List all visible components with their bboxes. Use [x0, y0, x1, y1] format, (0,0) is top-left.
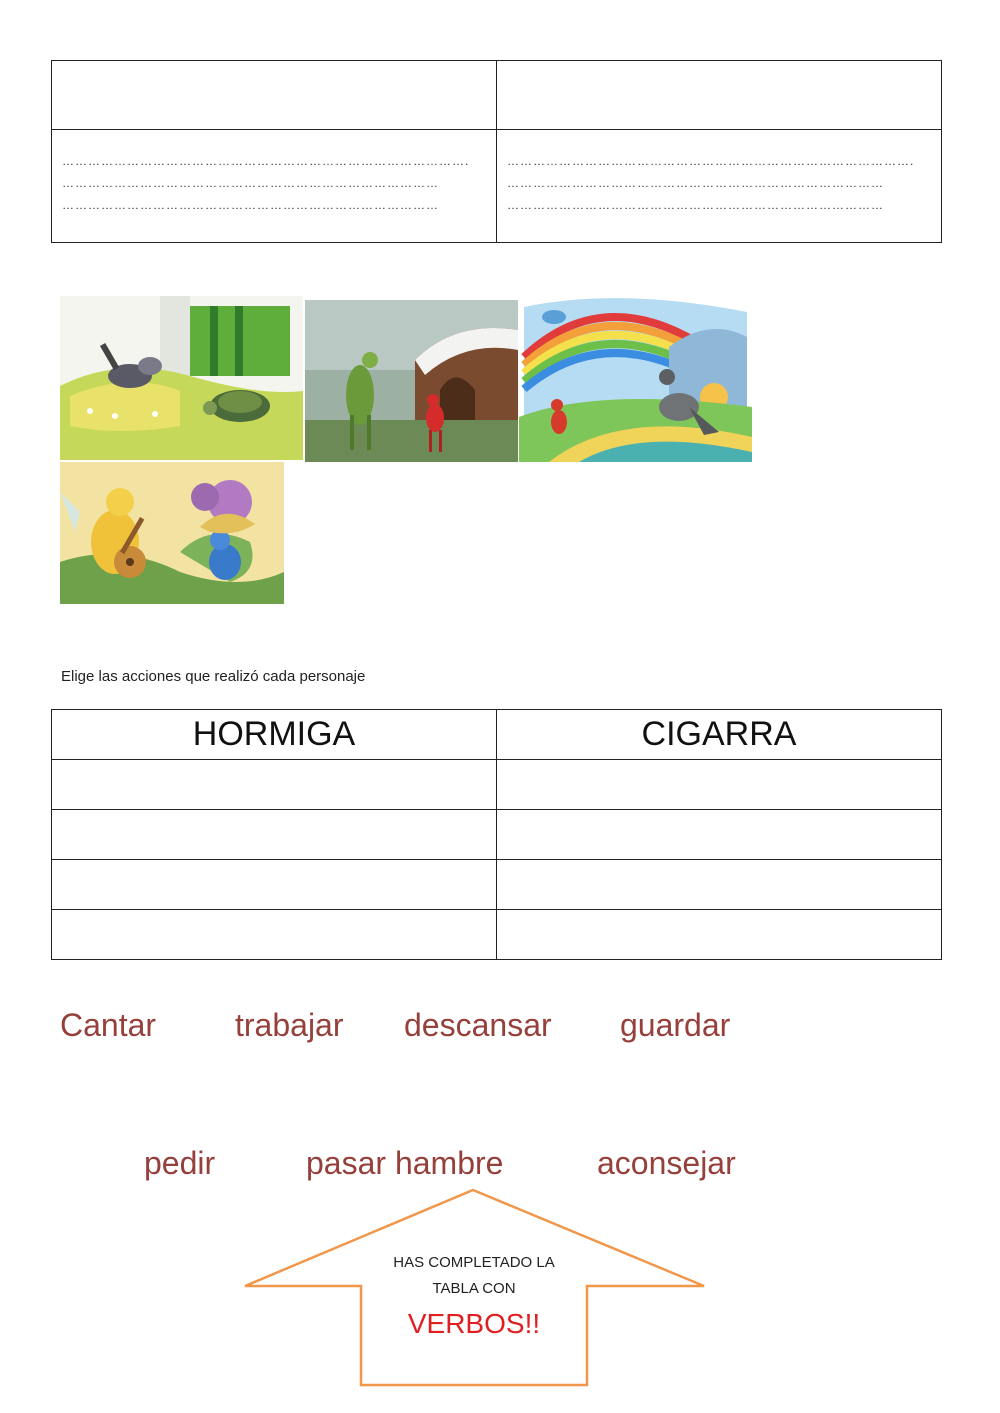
- dotted-line: ……………………………………………………………………………: [62, 176, 439, 190]
- dotted-line: ……………………………………………………………………………: [62, 198, 439, 212]
- dotted-line: ………………………………………………………………………………….: [62, 154, 470, 168]
- verb-pedir[interactable]: pedir: [144, 1145, 216, 1181]
- grasshopper-and-ant-at-door-illustration[interactable]: [305, 300, 518, 462]
- writing-cell-right[interactable]: [497, 130, 942, 243]
- characters-table: [51, 709, 942, 960]
- cigarra-drop-cell[interactable]: [497, 910, 942, 960]
- rabbit-and-tortoise-illustration[interactable]: [60, 296, 303, 460]
- verb-trabajar[interactable]: trabajar: [235, 1007, 344, 1043]
- top-writing-table: [51, 60, 942, 243]
- hormiga-drop-cell[interactable]: [52, 910, 497, 960]
- verb-aconsejar[interactable]: aconsejar: [597, 1145, 736, 1181]
- cigarra-drop-cell[interactable]: [497, 810, 942, 860]
- dotted-line: ……………………………………………………………………………: [507, 176, 884, 190]
- arrow-verbos-highlight: VERBOS!!: [407, 1308, 541, 1339]
- ant-and-pigeon-rainbow-illustration[interactable]: [519, 287, 752, 462]
- top-cell-right[interactable]: [497, 61, 942, 130]
- cigarra-drop-cell[interactable]: [497, 860, 942, 910]
- writing-cell-left[interactable]: [52, 130, 497, 243]
- arrow-text-line1: HAS COMPLETADO LA: [393, 1254, 555, 1271]
- top-cell-left[interactable]: [52, 61, 497, 130]
- dotted-lines-right: [497, 130, 941, 222]
- hormiga-drop-cell[interactable]: [52, 760, 497, 810]
- verb-guardar[interactable]: guardar: [620, 1007, 731, 1043]
- dotted-line: ………………………………………………………………………………….: [507, 154, 915, 168]
- hormiga-drop-cell[interactable]: [52, 860, 497, 910]
- instruction-text: Elige las acciones que realizó cada personaje: [61, 668, 366, 685]
- verb-pasar-hambre[interactable]: pasar hambre: [306, 1145, 504, 1181]
- cicada-with-guitar-and-ant-illustration[interactable]: [60, 462, 284, 604]
- header-cigarra: CIGARRA: [497, 710, 942, 760]
- dotted-line: ……………………………………………………………………………: [507, 198, 884, 212]
- arrow-text-line2: TABLA CON: [432, 1280, 516, 1297]
- dotted-lines-left: [52, 130, 496, 222]
- cigarra-drop-cell[interactable]: [497, 760, 942, 810]
- verb-cantar[interactable]: Cantar: [60, 1007, 157, 1043]
- verb-descansar[interactable]: descansar: [404, 1007, 552, 1043]
- hormiga-drop-cell[interactable]: [52, 810, 497, 860]
- header-hormiga: HORMIGA: [52, 710, 497, 760]
